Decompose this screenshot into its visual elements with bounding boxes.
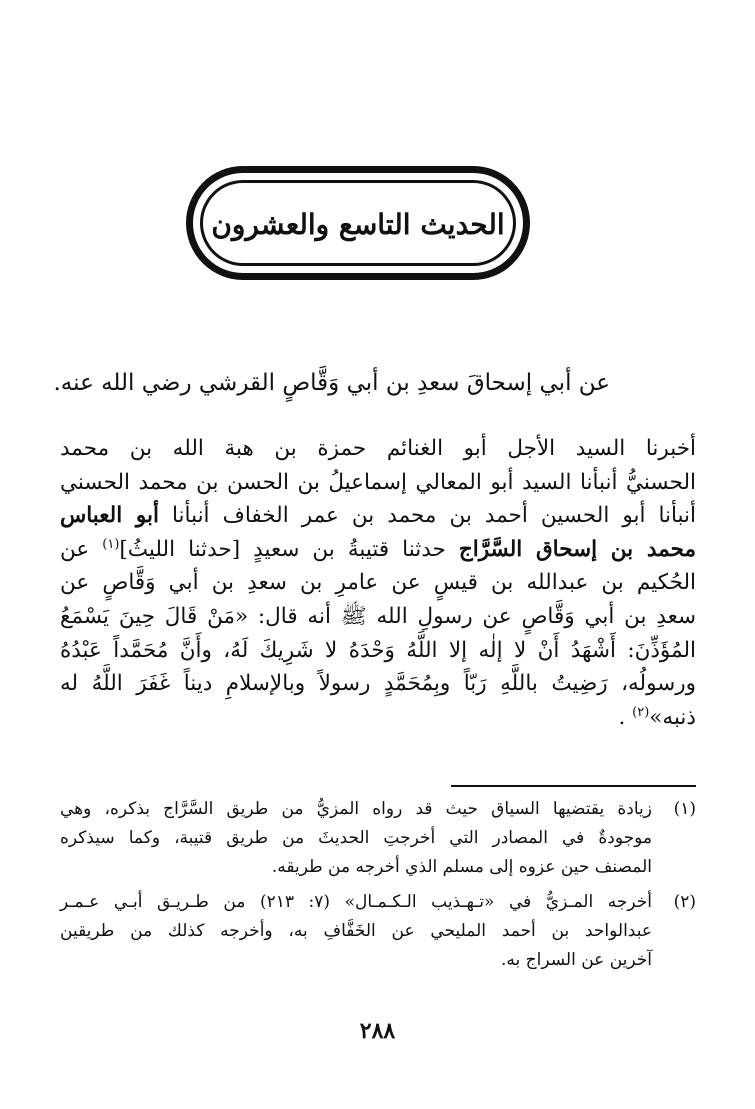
body-line: أخبرنا السيد الأجل أبو الغنائم حمزة بن هبة الله بن محمد: [60, 436, 696, 461]
footnote-line: عبدالواحد بن أحمد المليحي عن الخَفَّافِ به، وأخرجه كذلك من طريقين: [60, 921, 652, 941]
body-line-text: .: [618, 704, 626, 730]
page-number: ٢٨٨: [359, 1018, 396, 1044]
footnote-separator: [451, 785, 696, 787]
narrator-name-bold: أبو العباس: [60, 503, 159, 529]
footnote-body: [60, 795, 652, 882]
footnote-item: [60, 888, 696, 975]
footnote-line: زيادة يقتضيها السياق حيث قد رواه المزيُّ من طريق السَّرَّاج بذكره، وهي: [60, 799, 652, 819]
body-line: الحسنيُّ أنبأنا السيد أبو المعالي إسماعيلُ بن الحسن بن محمد الحسني: [60, 469, 696, 495]
body-line: الحُكيم بن عبدالله بن قيسٍ عن عامرِ بن سعدِ بن أبي وَقَّاصٍ عن: [60, 570, 696, 596]
footnote-marker: (١): [102, 536, 120, 552]
footnote-number: (١): [673, 799, 696, 819]
body-line: [60, 701, 696, 735]
hadith-title: الحديث التاسع والعشرون: [211, 208, 505, 241]
body-line: سعدِ بن أبي وَقَّاصٍ عن رسولِ الله ﷺ أنه قال: «مَنْ قَالَ حِينَ يَسْمَعُ: [60, 603, 696, 629]
title-frame: [186, 166, 530, 280]
narrator-name-bold: محمد بن إسحاق السَّرَّاج: [458, 536, 696, 562]
footnote-line: أخرجه المـزيُّ في «تـهـذيب الـكـمـال» (٧: ٢١٣) من طـريـق أبـي عـمـر: [60, 892, 652, 912]
body-line-text: أنبأنا أبو الحسين أحمد بن محمد بن عمر الخفاف أنبأنا: [172, 503, 696, 529]
footnote-line: موجودةٌ في المصادر التي أخرجتِ الحديثَ من طريق قتيبة، وكما سيذكره: [60, 828, 652, 848]
body-line: ورسولُه، رَضِيتُ باللَّهِ رَبّاً وبِمُحَمَّدٍ رسولاً وبالإسلامِ ديناً غَفَرَ اللَّهُ له: [60, 671, 696, 697]
body-line-text: حدثنا قتيبةُ بن سعيدٍ [حدثنا الليثُ]: [119, 536, 446, 562]
body-line: [60, 533, 696, 567]
body-line: [60, 499, 696, 533]
footnote-marker: (٢): [632, 704, 650, 720]
body-line-text: ذنبه»: [649, 704, 696, 730]
footnote-number: (٢): [673, 892, 696, 912]
hadith-intro: عن أبي إسحاقَ سعدِ بن أبي وَقَّاصٍ القرشي رضي الله عنه.: [53, 370, 610, 396]
footnote-item: [60, 795, 696, 882]
footnote-line: المصنف حين عزوه إلى مسلم الذي أخرجه من طريقه.: [271, 857, 652, 877]
footnotes: [60, 795, 696, 981]
footnote-line: آخرين عن السراج به.: [501, 950, 652, 970]
body-line: المُؤَذِّنَ: أَشْهَدُ أَنْ لا إلٰه إلا اللَّهُ وَحْدَهُ لا شَرِيكَ لَهُ، وأَنَّ مُحَمَّداً عَبْدُهُ: [60, 637, 696, 663]
footnote-body: [60, 888, 652, 975]
body-line-text: عن: [60, 536, 90, 562]
hadith-body: [60, 432, 696, 734]
